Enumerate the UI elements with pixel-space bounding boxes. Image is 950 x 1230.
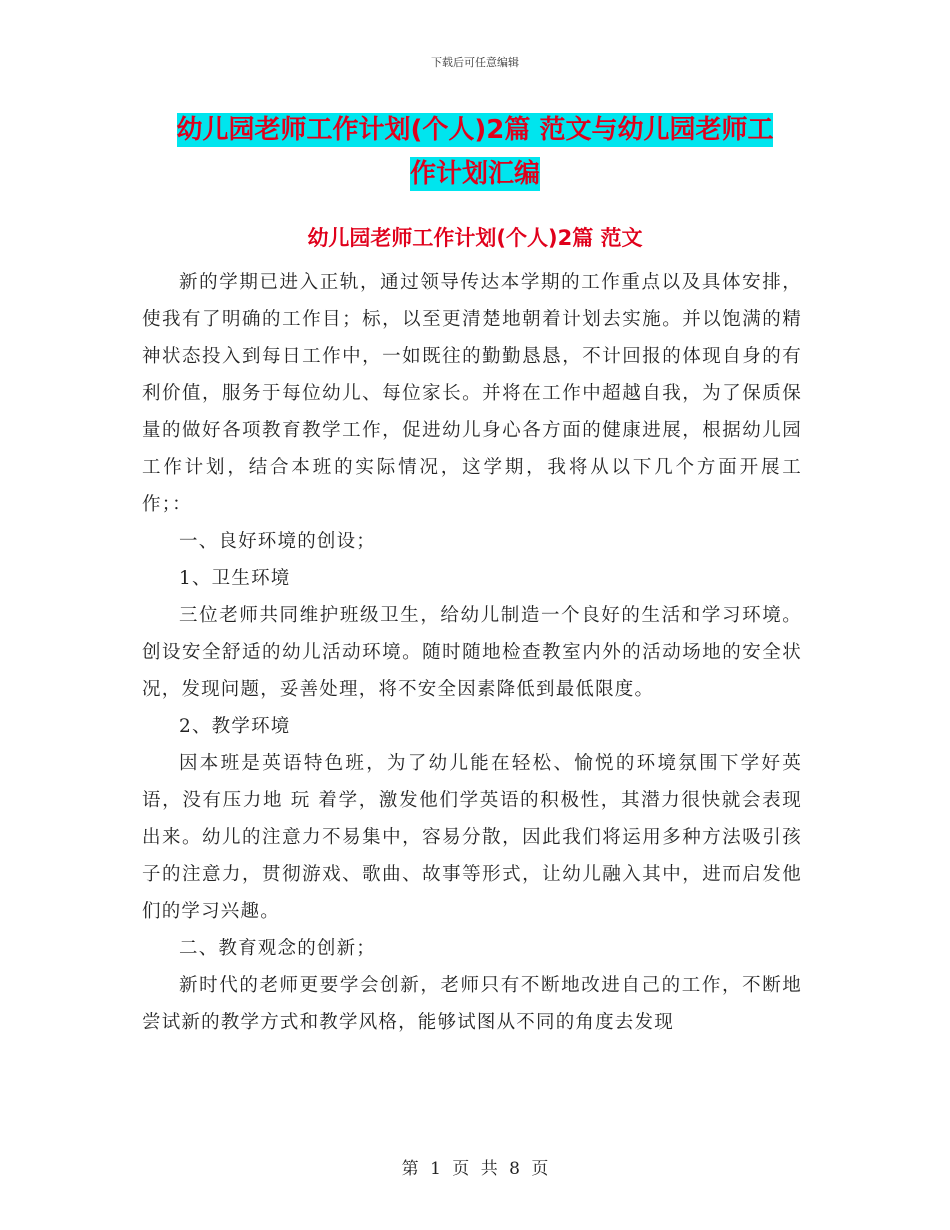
heading-environment: 一、良好环境的创设； <box>179 531 377 552</box>
page-footer: 第 1 页 共 8 页 <box>401 1159 549 1179</box>
document-body <box>142 264 802 1041</box>
heading-hygiene: 1、卫生环境 <box>179 568 291 589</box>
paragraph-teaching: 因本班是英语特色班，为了幼儿能在轻松、愉悦的环境氛围下学好英语，没有压力地 玩 着学，激发他们学英语的积极性，其潜力很快就会表现出来。幼儿的注意力不易集中，容易分散，因此我们将运用多种方法吸引孩子的注意力，贯彻游戏、歌曲、故事等形式，让幼儿融入其中，进而启发他们的学习兴趣。 <box>142 753 802 922</box>
paragraph-innovation: 新时代的老师更要学会创新，老师只有不断地改进自己的工作，不断地尝试新的教学方式和教学风格，能够试图从不同的角度去发现 <box>142 975 802 1033</box>
heading-teaching: 2、教学环境 <box>179 716 291 737</box>
paragraph-intro: 新的学期已进入正轨，通过领导传达本学期的工作重点以及具体安排，使我有了明确的工作目；标，以至更清楚地朝着计划去实施。并以饱满的精神状态投入到每日工作中，一如既往的勤勤恳恳，不计回报的体现自身的有利价值，服务于每位幼儿、每位家长。并将在工作中超越自我，为了保质保量的做好各项教育教学工作，促进幼儿身心各方面的健康进展，根据幼儿园工作计划，结合本班的实际情况，这学期，我将从以下几个方面开展工作；： <box>142 272 802 515</box>
document-title-line-2: 作计划汇编 <box>409 159 540 189</box>
document-title <box>140 108 810 196</box>
section-title: 幼儿园老师工作计划(个人)2篇 范文 <box>307 226 643 250</box>
page-header: 下载后可任意编辑 <box>431 56 519 69</box>
paragraph-hygiene: 三位老师共同维护班级卫生，给幼儿制造一个良好的生活和学习环境。创设安全舒适的幼儿活动环境。随时随地检查教室内外的活动场地的安全状况，发现问题，妥善处理，将不安全因素降低到最低限度。 <box>142 605 802 700</box>
heading-innovation: 二、教育观念的创新； <box>179 938 377 959</box>
document-title-line-1: 幼儿园老师工作计划(个人)2篇 范文与幼儿园老师工 <box>176 115 774 145</box>
